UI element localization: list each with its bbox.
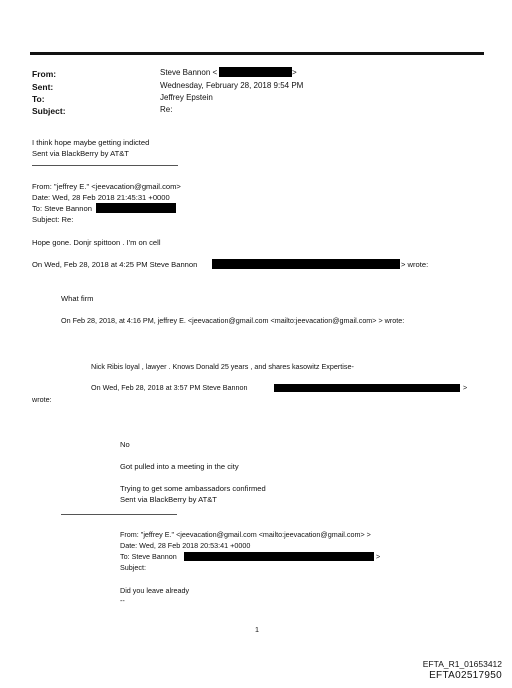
quote1-subject: Subject: Re: <box>32 215 74 224</box>
separator-1 <box>32 165 178 166</box>
quote4-pulled: Got pulled into a meeting in the city <box>120 462 239 471</box>
quote5-from: From: "jeffrey E." <jeevacation@gmail.com <mailto:jeevacation@gmail.com> > <box>120 530 371 539</box>
separator-2 <box>61 514 177 515</box>
redaction-box <box>96 203 176 213</box>
quote1-date: Date: Wed, 28 Feb 2018 21:45:31 +0000 <box>32 193 170 202</box>
quote5-to: To: Steve Bannon <box>120 552 177 561</box>
body-line-1: I think hope maybe getting indicted <box>32 138 150 147</box>
redaction-box <box>219 67 292 77</box>
quote5-gt: > <box>376 552 381 561</box>
body-line-2: Sent via BlackBerry by AT&T <box>32 149 129 158</box>
sent-label: Sent: <box>32 82 54 92</box>
from-value: Steve Bannon < <box>160 68 218 77</box>
from-label: From: <box>32 69 57 79</box>
quote4-sent-via: Sent via BlackBerry by AT&T <box>120 495 217 504</box>
quote3-nick: Nick Ribis loyal , lawyer . Knows Donald 25 years , and shares kasowitz Expertise- <box>91 362 354 371</box>
subject-value: Re: <box>160 105 173 114</box>
quote2-on-feb: On Feb 28, 2018, at 4:16 PM, jeffrey E. <jeevacation@gmail.com <mailto:jeevacation@gmail.com> > wrote: <box>61 316 405 325</box>
quote1-text: Hope gone. Donjr spittoon . I'm on cell <box>32 238 161 247</box>
quote1-from: From: "jeffrey E." <jeevacation@gmail.com> <box>32 182 181 191</box>
quote2-what-firm: What firm <box>61 294 94 303</box>
quote5-date: Date: Wed, 28 Feb 2018 20:53:41 +0000 <box>120 541 251 550</box>
quote4-no: No <box>120 440 130 449</box>
quote5-leave: Did you leave already <box>120 586 190 595</box>
quote5-subject: Subject: <box>120 563 146 572</box>
quote4-trying: Trying to get some ambassadors confirmed <box>120 484 266 493</box>
quote1-on-wed: On Wed, Feb 28, 2018 at 4:25 PM Steve Bannon <box>32 260 198 269</box>
redaction-box <box>274 384 460 392</box>
quote1-to: To: Steve Bannon <box>32 204 92 213</box>
footer-id-1: EFTA_R1_01653412 <box>422 659 502 669</box>
page-number: 1 <box>255 625 259 634</box>
redaction-box <box>184 552 374 561</box>
sent-value: Wednesday, February 28, 2018 9:54 PM <box>160 81 304 90</box>
quote3-wrote: wrote: <box>32 395 52 404</box>
to-label: To: <box>32 94 45 104</box>
quote5-dashes: -- <box>120 596 125 605</box>
quote3-on-wed: On Wed, Feb 28, 2018 at 3:57 PM Steve Bannon <box>91 383 248 392</box>
redaction-box <box>212 259 400 269</box>
footer-id-2: EFTA02517950 <box>429 670 502 681</box>
quote1-wrote: > wrote: <box>401 260 429 269</box>
from-close: > <box>292 68 297 77</box>
quote3-gt: > <box>463 383 468 392</box>
header-rule <box>30 52 484 55</box>
to-value: Jeffrey Epstein <box>160 93 213 102</box>
subject-label: Subject: <box>32 106 66 116</box>
